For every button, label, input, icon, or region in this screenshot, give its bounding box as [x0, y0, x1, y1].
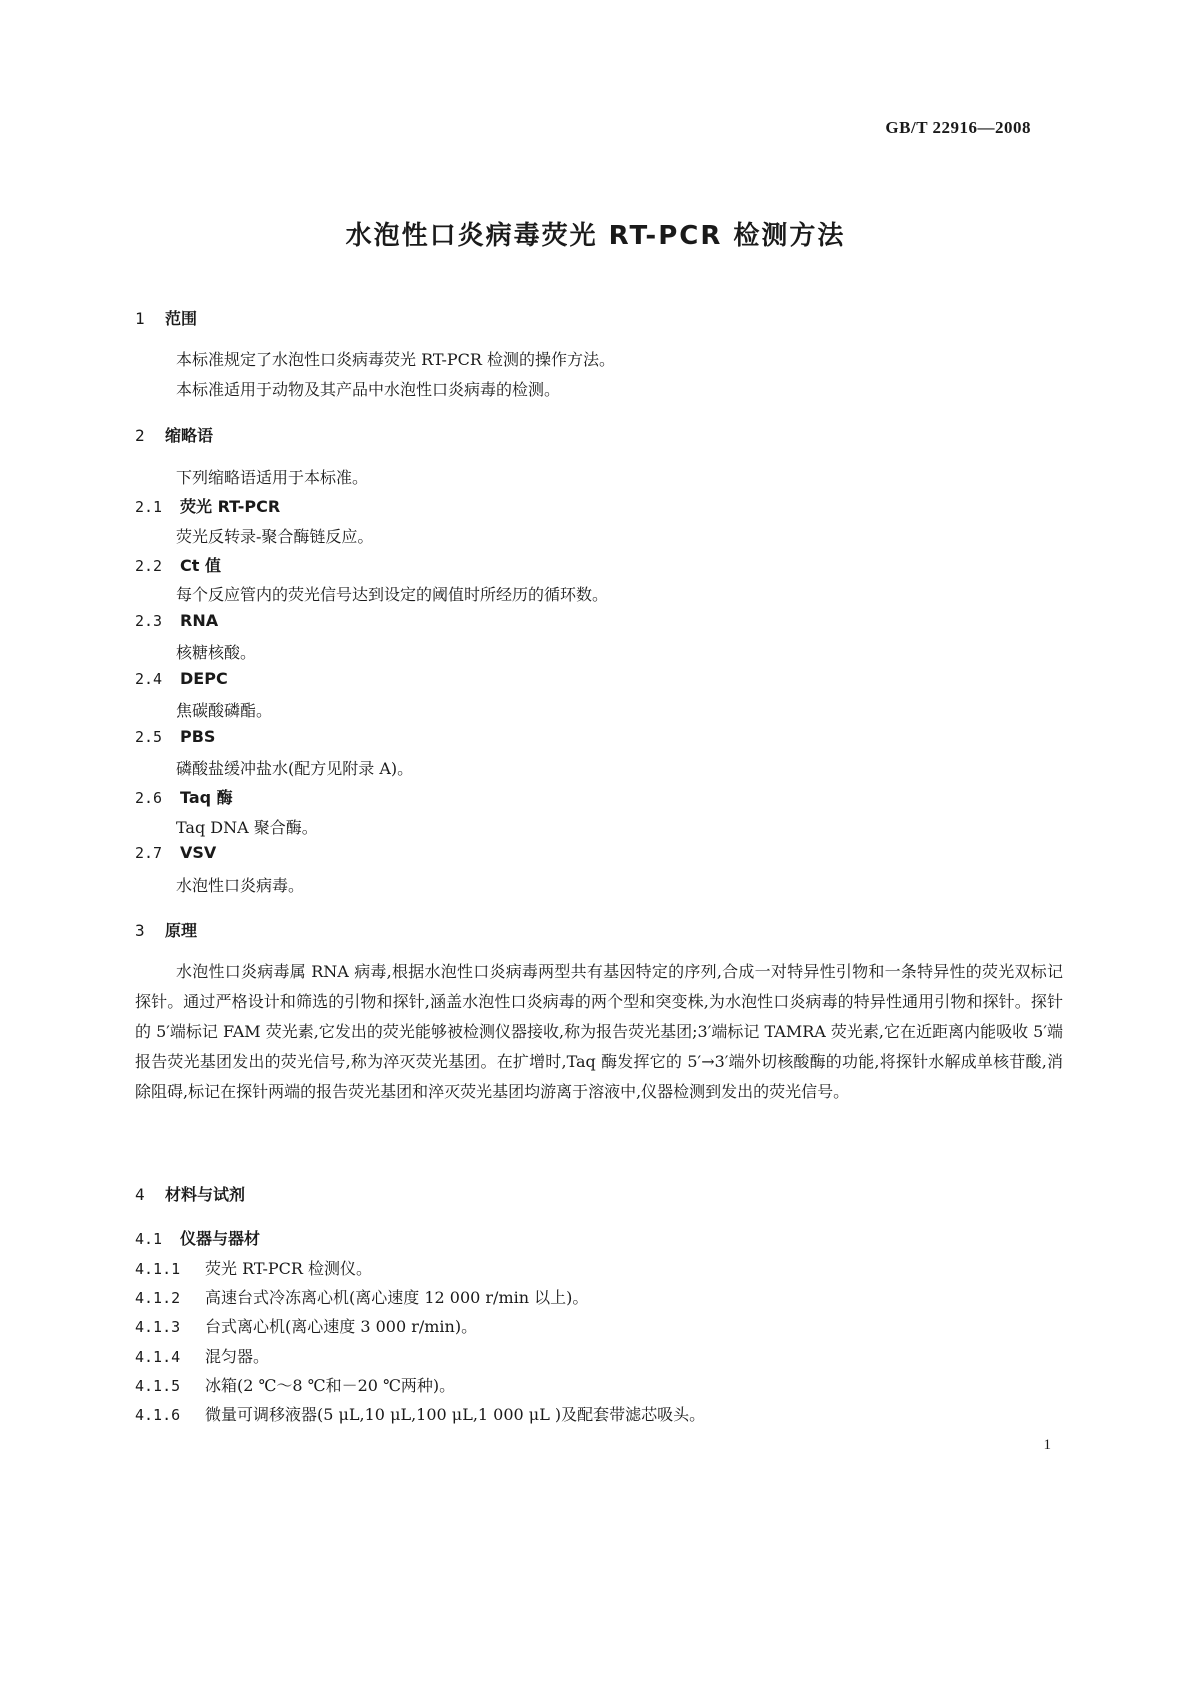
section-2-heading: [135, 423, 213, 446]
term-2-3: [135, 611, 218, 630]
item-number: 4.1.6: [135, 1406, 181, 1424]
standard-code: GB/T 22916—2008: [885, 118, 1031, 137]
section-title: 原理: [165, 921, 198, 940]
term-number: 2.1: [135, 498, 163, 516]
term-2-2-def: 每个反应管内的荧光信号达到设定的阈值时所经历的循环数。: [176, 585, 609, 604]
item-text: 微量可调移液器(5 μL,10 μL,100 μL,1 000 μL )及配套带滤芯吸头。: [205, 1405, 706, 1424]
term-2-5-def: 磷酸盐缓冲盐水(配方见附录 A)。: [176, 759, 414, 778]
item-4-1-4: [135, 1344, 269, 1367]
section-3-heading: [135, 918, 197, 941]
section-1-line-2: 本标准适用于动物及其产品中水泡性口炎病毒的检测。: [176, 380, 561, 399]
term-label: VSV: [180, 843, 217, 862]
subsection-title: 仪器与器材: [180, 1229, 261, 1248]
term-2-4-def: 焦碳酸磷酯。: [176, 701, 273, 720]
section-number: 2: [135, 426, 145, 445]
term-label: PBS: [180, 727, 216, 746]
subsection-number: 4.1: [135, 1230, 163, 1248]
section-number: 3: [135, 921, 145, 940]
item-number: 4.1.1: [135, 1260, 181, 1278]
term-2-7-def: 水泡性口炎病毒。: [176, 876, 305, 895]
item-number: 4.1.5: [135, 1377, 181, 1395]
term-number: 2.2: [135, 557, 163, 575]
term-label: Taq 酶: [180, 788, 233, 807]
item-number: 4.1.4: [135, 1348, 181, 1366]
term-label: RNA: [180, 611, 219, 630]
term-number: 2.5: [135, 728, 163, 746]
term-2-1: [135, 494, 280, 517]
term-number: 2.7: [135, 844, 163, 862]
term-number: 2.6: [135, 789, 163, 807]
item-number: 4.1.2: [135, 1289, 181, 1307]
item-4-1-5: [135, 1373, 455, 1396]
term-2-7: [135, 843, 216, 862]
item-text: 冰箱(2 ℃～8 ℃和－20 ℃两种)。: [205, 1376, 456, 1395]
term-2-5: [135, 727, 215, 746]
item-4-1-1: [135, 1256, 372, 1279]
term-2-4: [135, 669, 228, 688]
term-2-3-def: 核糖核酸。: [176, 643, 257, 662]
term-label: 荧光 RT-PCR: [180, 497, 281, 516]
document-title: 水泡性口炎病毒荧光 RT-PCR 检测方法: [345, 221, 846, 251]
item-4-1-3: [135, 1314, 477, 1337]
section-4-heading: [135, 1182, 245, 1205]
section-1-heading: [135, 306, 197, 329]
item-text: 混匀器。: [205, 1347, 270, 1366]
subsection-4-1: [135, 1226, 260, 1249]
term-number: 2.3: [135, 612, 163, 630]
item-text: 台式离心机(离心速度 3 000 r/min)。: [205, 1317, 478, 1336]
term-label: Ct 值: [180, 556, 221, 575]
item-4-1-6: [135, 1402, 705, 1425]
section-3-paragraph: 水泡性口炎病毒属 RNA 病毒,根据水泡性口炎病毒两型共有基因特定的序列,合成一对特异性引物和一条特异性的荧光双标记探针。通过严格设计和筛选的引物和探针,涵盖水泡性口炎病毒的两个型和突变株,为水泡性口炎病毒的特异性通用引物和探针。探针的 5′端标记 FAM 荧光素,它发出的荧光能够被检测仪器接收,称为报告荧光基团;3′端标记 TAMRA 荧光素,它在近距离内能吸收 5′端报告荧光基团发出的荧光信号,称为淬灭荧光基团。在扩增时,Taq 酶发挥它的 5′→3′端外切核酸酶的功能,将探针水解成单核苷酸,消除阻碍,标记在探针两端的报告荧光基团和淬灭荧光基团均游离于溶液中,仪器检测到发出的荧光信号。: [135, 962, 1063, 1101]
page-number: 1: [1043, 1437, 1051, 1453]
section-2-intro: 下列缩略语适用于本标准。: [176, 468, 369, 487]
section-number: 1: [135, 309, 145, 328]
item-text: 荧光 RT-PCR 检测仪。: [205, 1259, 373, 1278]
item-text: 高速台式冷冻离心机(离心速度 12 000 r/min 以上)。: [205, 1288, 589, 1307]
section-title: 范围: [165, 309, 198, 328]
item-number: 4.1.3: [135, 1318, 181, 1336]
term-2-2: [135, 553, 221, 576]
section-title: 缩略语: [165, 426, 214, 445]
term-2-1-def: 荧光反转录-聚合酶链反应。: [176, 527, 374, 546]
section-title: 材料与试剂: [165, 1185, 246, 1204]
item-4-1-2: [135, 1285, 588, 1308]
term-label: DEPC: [180, 669, 228, 688]
section-number: 4: [135, 1185, 145, 1204]
section-1-line-1: 本标准规定了水泡性口炎病毒荧光 RT-PCR 检测的操作方法。: [176, 350, 616, 369]
term-2-6-def: Taq DNA 聚合酶。: [176, 818, 318, 837]
term-number: 2.4: [135, 670, 163, 688]
term-2-6: [135, 785, 233, 808]
